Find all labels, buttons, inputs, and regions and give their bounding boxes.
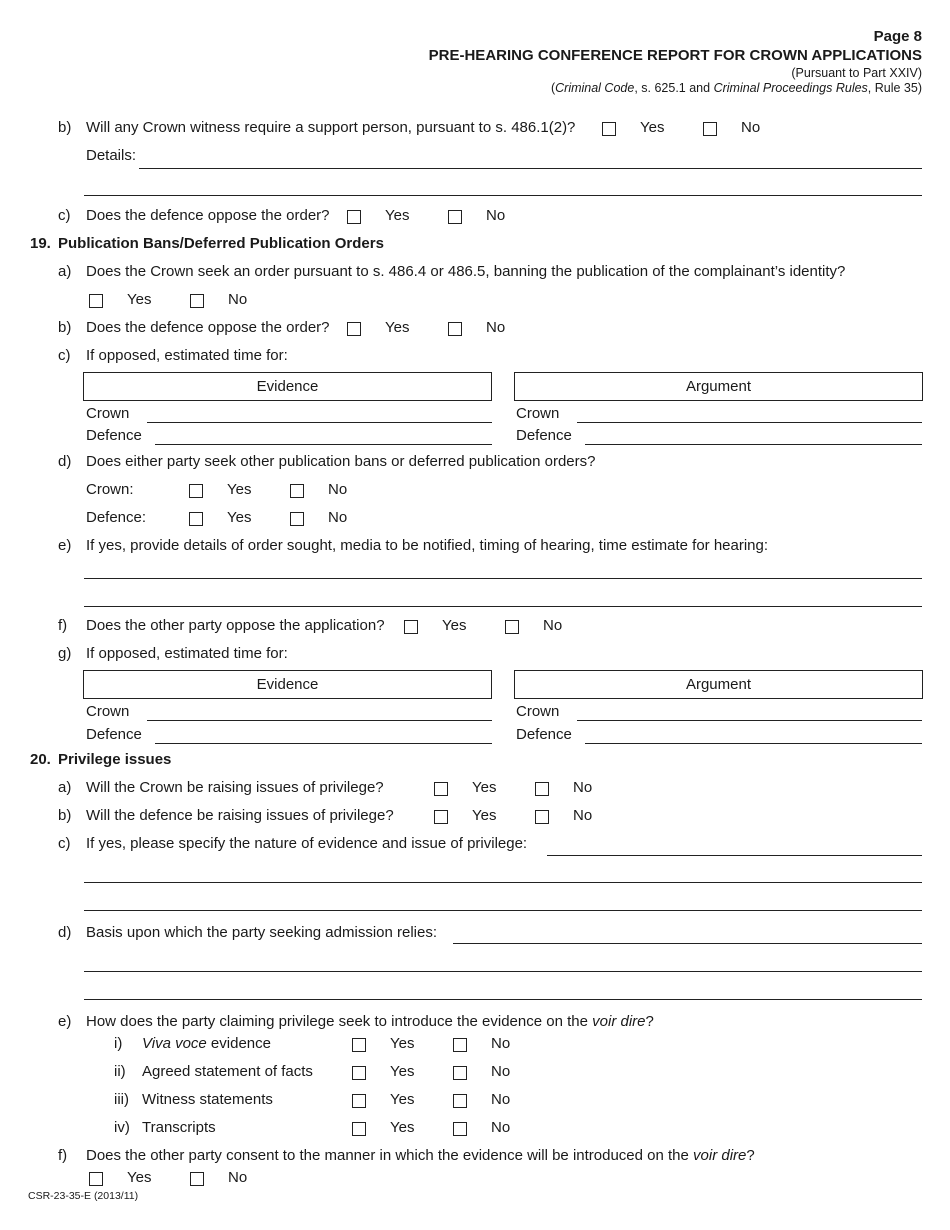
- page-number: Page 8: [873, 28, 922, 45]
- q19f-letter: f): [58, 617, 68, 634]
- q20e-iv-number: iv): [114, 1119, 130, 1136]
- q19a-yes-label: Yes: [127, 291, 152, 308]
- q19a-yes-checkbox[interactable]: [89, 294, 103, 308]
- q19d-defence-label: Defence:: [86, 509, 147, 526]
- q20e-i-yes-label: Yes: [390, 1035, 415, 1052]
- q19c-evidence-header: Evidence: [83, 372, 492, 401]
- q19d-crown-label: Crown:: [86, 481, 134, 498]
- q20c-line-3[interactable]: [84, 910, 922, 911]
- q19g-argument-defence-field[interactable]: [585, 743, 922, 744]
- form-code: CSR-23-35-E (2013/11): [28, 1190, 139, 1202]
- q18c-yes-checkbox[interactable]: [347, 210, 361, 224]
- q19a-no-checkbox[interactable]: [190, 294, 204, 308]
- q20e-letter: e): [58, 1013, 72, 1030]
- q20c-line-2[interactable]: [84, 882, 922, 883]
- q19a-text: Does the Crown seek an order pursuant to s. 486.4 or 486.5, banning the publication of the complainant’s identity?: [86, 263, 846, 280]
- form-title: PRE-HEARING CONFERENCE REPORT FOR CROWN APPLICATIONS: [428, 47, 922, 64]
- q20b-text: Will the defence be raising issues of privilege?: [86, 807, 394, 824]
- q19d-crown-yes-label: Yes: [227, 481, 252, 498]
- q18b-letter: b): [58, 119, 72, 136]
- q19d-crown-no-checkbox[interactable]: [290, 484, 304, 498]
- q18b-details-label: Details:: [86, 147, 137, 164]
- q19a-letter: a): [58, 263, 72, 280]
- q20e-i-number: i): [114, 1035, 123, 1052]
- q19d-defence-no-label: No: [328, 509, 348, 526]
- q19b-yes-label: Yes: [385, 319, 410, 336]
- q18b-yes-checkbox[interactable]: [602, 122, 616, 136]
- q20b-yes-label: Yes: [472, 807, 497, 824]
- q20e-ii-number: ii): [114, 1063, 126, 1080]
- q20f-no-label: No: [228, 1169, 248, 1186]
- q20f-no-checkbox[interactable]: [190, 1172, 204, 1186]
- q19g-text: If opposed, estimated time for:: [86, 645, 288, 662]
- q19e-letter: e): [58, 537, 72, 554]
- q19c-argument-crown-label: Crown: [516, 405, 560, 422]
- section-20-title: Privilege issues: [58, 751, 172, 768]
- q20e-ii-yes-checkbox[interactable]: [352, 1066, 366, 1080]
- q18b-no-checkbox[interactable]: [703, 122, 717, 136]
- q19f-no-checkbox[interactable]: [505, 620, 519, 634]
- q19d-defence-yes-label: Yes: [227, 509, 252, 526]
- q20f-yes-label: Yes: [127, 1169, 152, 1186]
- q19f-no-label: No: [543, 617, 563, 634]
- q20e-iv-yes-checkbox[interactable]: [352, 1122, 366, 1136]
- q18b-details-line-1[interactable]: [139, 168, 922, 169]
- q20e-i-no-label: No: [491, 1035, 511, 1052]
- q20e-iv-no-checkbox[interactable]: [453, 1122, 467, 1136]
- q20e-iv-no-label: No: [491, 1119, 511, 1136]
- q20e-ii-no-label: No: [491, 1063, 511, 1080]
- q19a-no-label: No: [228, 291, 248, 308]
- q20f-letter: f): [58, 1147, 68, 1164]
- q19g-evidence-header: Evidence: [83, 670, 492, 699]
- q18b-no-label: No: [741, 119, 761, 136]
- q20c-letter: c): [58, 835, 71, 852]
- form-authority: (Criminal Code, s. 625.1 and Criminal Proceedings Rules, Rule 35): [550, 81, 922, 95]
- q19b-letter: b): [58, 319, 72, 336]
- form-subtitle: (Pursuant to Part XXIV): [791, 66, 922, 80]
- section-19-title: Publication Bans/Deferred Publication Orders: [58, 235, 384, 252]
- section-19-number: 19.: [30, 235, 51, 252]
- q20e-ii-no-checkbox[interactable]: [453, 1066, 467, 1080]
- q20f-yes-checkbox[interactable]: [89, 1172, 103, 1186]
- q20e-i-no-checkbox[interactable]: [453, 1038, 467, 1052]
- q19c-evidence-defence-label: Defence: [86, 427, 142, 444]
- q20d-line-2[interactable]: [84, 971, 922, 972]
- q18c-no-label: No: [486, 207, 506, 224]
- q19c-evidence-crown-label: Crown: [86, 405, 130, 422]
- q20a-yes-checkbox[interactable]: [434, 782, 448, 796]
- q20e-iii-no-checkbox[interactable]: [453, 1094, 467, 1108]
- q19f-text: Does the other party oppose the application?: [86, 617, 385, 634]
- q19c-argument-crown-field[interactable]: [577, 422, 922, 423]
- q19g-evidence-defence-label: Defence: [86, 726, 142, 743]
- q19c-argument-defence-field[interactable]: [585, 444, 922, 445]
- q19g-evidence-defence-field[interactable]: [155, 743, 492, 744]
- q18b-yes-label: Yes: [640, 119, 665, 136]
- q20e-iii-yes-checkbox[interactable]: [352, 1094, 366, 1108]
- q19c-evidence-crown-field[interactable]: [147, 422, 492, 423]
- q20a-yes-label: Yes: [472, 779, 497, 796]
- q19e-details-line-1[interactable]: [84, 578, 922, 579]
- q20e-iv-yes-label: Yes: [390, 1119, 415, 1136]
- q20e-ii-text: Agreed statement of facts: [142, 1063, 313, 1080]
- q19f-yes-checkbox[interactable]: [404, 620, 418, 634]
- q20e-iii-no-label: No: [491, 1091, 511, 1108]
- q19b-no-checkbox[interactable]: [448, 322, 462, 336]
- q19g-evidence-crown-label: Crown: [86, 703, 130, 720]
- q19e-details-line-2[interactable]: [84, 606, 922, 607]
- q20b-yes-checkbox[interactable]: [434, 810, 448, 824]
- q19d-letter: d): [58, 453, 72, 470]
- q19g-argument-defence-label: Defence: [516, 726, 572, 743]
- q19g-letter: g): [58, 645, 72, 662]
- q20a-no-checkbox[interactable]: [535, 782, 549, 796]
- q20c-line-1[interactable]: [547, 855, 922, 856]
- q19c-evidence-defence-field[interactable]: [155, 444, 492, 445]
- q18b-text: Will any Crown witness require a support person, pursuant to s. 486.1(2)?: [86, 119, 576, 136]
- q19g-argument-crown-field[interactable]: [577, 720, 922, 721]
- q20c-text: If yes, please specify the nature of evidence and issue of privilege:: [86, 835, 528, 852]
- q19d-text: Does either party seek other publication bans or deferred publication orders?: [86, 453, 596, 470]
- q20a-text: Will the Crown be raising issues of privilege?: [86, 779, 384, 796]
- q20d-text: Basis upon which the party seeking admission relies:: [86, 924, 438, 941]
- q19b-no-label: No: [486, 319, 506, 336]
- q20e-iii-number: iii): [114, 1091, 129, 1108]
- q20e-text: How does the party claiming privilege seek to introduce the evidence on the voir dire?: [86, 1013, 654, 1030]
- q20a-no-label: No: [573, 779, 593, 796]
- q20e-ii-yes-label: Yes: [390, 1063, 415, 1080]
- q19g-evidence-crown-field[interactable]: [147, 720, 492, 721]
- q19c-text: If opposed, estimated time for:: [86, 347, 288, 364]
- q19d-crown-yes-checkbox[interactable]: [189, 484, 203, 498]
- q18c-letter: c): [58, 207, 71, 224]
- q20e-iii-yes-label: Yes: [390, 1091, 415, 1108]
- q19g-argument-crown-label: Crown: [516, 703, 560, 720]
- q20e-iii-text: Witness statements: [142, 1091, 273, 1108]
- q20d-line-3[interactable]: [84, 999, 922, 1000]
- q19d-defence-yes-checkbox[interactable]: [189, 512, 203, 526]
- q19d-crown-no-label: No: [328, 481, 348, 498]
- q19c-argument-header: Argument: [514, 372, 923, 401]
- q20b-letter: b): [58, 807, 72, 824]
- q19d-defence-no-checkbox[interactable]: [290, 512, 304, 526]
- q19e-text: If yes, provide details of order sought, media to be notified, timing of hearing, time estimate for hearing:: [86, 537, 769, 554]
- q19f-yes-label: Yes: [442, 617, 467, 634]
- q20d-letter: d): [58, 924, 72, 941]
- q18b-details-line-2[interactable]: [84, 195, 922, 196]
- q18c-text: Does the defence oppose the order?: [86, 207, 330, 224]
- q20b-no-label: No: [573, 807, 593, 824]
- q20e-iv-text: Transcripts: [142, 1119, 216, 1136]
- q20e-i-text: Viva voce evidence: [142, 1035, 271, 1052]
- section-20-number: 20.: [30, 751, 51, 768]
- q20d-line-1[interactable]: [453, 943, 922, 944]
- q20f-text: Does the other party consent to the manner in which the evidence will be introduced on the voir dire?: [86, 1147, 755, 1164]
- q19c-argument-defence-label: Defence: [516, 427, 572, 444]
- q20b-no-checkbox[interactable]: [535, 810, 549, 824]
- q19b-text: Does the defence oppose the order?: [86, 319, 330, 336]
- q20e-i-yes-checkbox[interactable]: [352, 1038, 366, 1052]
- q19b-yes-checkbox[interactable]: [347, 322, 361, 336]
- q20a-letter: a): [58, 779, 72, 796]
- q18c-no-checkbox[interactable]: [448, 210, 462, 224]
- q18c-yes-label: Yes: [385, 207, 410, 224]
- q19c-letter: c): [58, 347, 71, 364]
- q19g-argument-header: Argument: [514, 670, 923, 699]
